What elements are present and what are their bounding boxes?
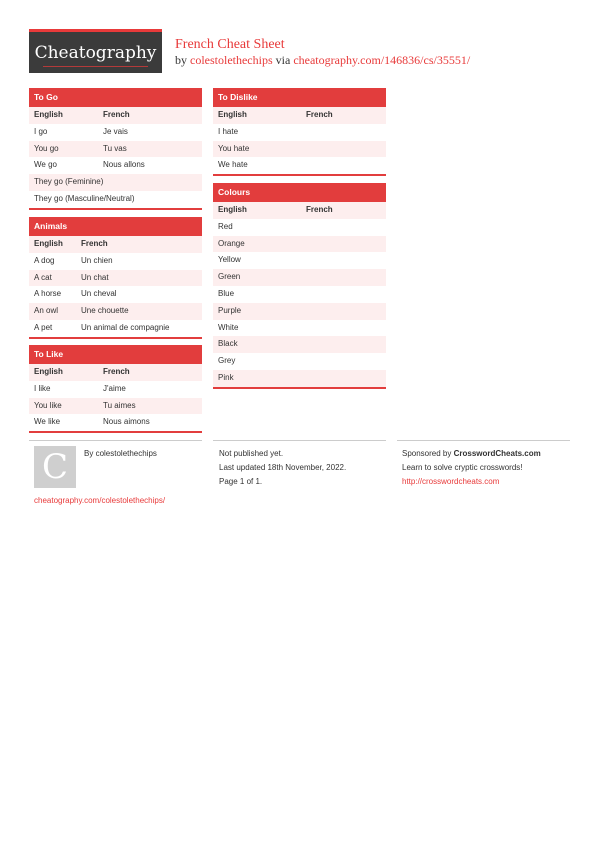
footer-divider-left bbox=[29, 440, 202, 441]
french-cell: J'aime bbox=[103, 383, 126, 393]
table-row bbox=[29, 381, 202, 398]
table-row bbox=[29, 253, 202, 270]
sponsored-prefix: Sponsored by bbox=[402, 449, 454, 458]
profile-url-link[interactable]: cheatography.com/colestolethechips/ bbox=[34, 496, 166, 505]
column-header-english: English bbox=[34, 239, 63, 248]
table-row bbox=[213, 124, 386, 141]
table-row bbox=[29, 398, 202, 415]
table-row bbox=[213, 219, 386, 236]
english-cell: Orange bbox=[218, 238, 245, 248]
english-cell: They go (Masculine/Neutral) bbox=[34, 193, 135, 203]
page-number: Page 1 of 1. bbox=[219, 477, 263, 486]
section-title: To Dislike bbox=[213, 88, 386, 107]
english-cell: A cat bbox=[34, 272, 52, 282]
logo-text: Cheatography bbox=[34, 42, 157, 63]
section-bottom-border bbox=[29, 208, 202, 210]
footer-author-link[interactable]: colestolethechips bbox=[95, 449, 157, 458]
english-cell: I hate bbox=[218, 126, 239, 136]
last-updated: Last updated 18th November, 2022. bbox=[219, 463, 347, 472]
french-cell: Tu vas bbox=[103, 143, 127, 153]
footer-by-prefix: By bbox=[84, 449, 96, 458]
table-header-row bbox=[29, 107, 202, 124]
english-cell: Grey bbox=[218, 356, 236, 366]
table-header-row bbox=[29, 236, 202, 253]
section-title: To Go bbox=[29, 88, 202, 107]
table-header-row bbox=[29, 364, 202, 381]
table-row bbox=[29, 174, 202, 191]
english-cell: Blue bbox=[218, 288, 235, 298]
french-cell: Tu aimes bbox=[103, 400, 136, 410]
table-row bbox=[29, 320, 202, 337]
section-colours bbox=[213, 183, 386, 389]
english-cell: Purple bbox=[218, 305, 242, 315]
table-row bbox=[213, 157, 386, 174]
english-cell: A dog bbox=[34, 255, 55, 265]
page-title: French Cheat Sheet bbox=[175, 37, 285, 52]
cheatography-logo[interactable] bbox=[29, 29, 162, 73]
table-row bbox=[29, 303, 202, 320]
table-row bbox=[29, 286, 202, 303]
section-bottom-border bbox=[213, 387, 386, 389]
english-cell: Pink bbox=[218, 372, 234, 382]
table-row bbox=[213, 286, 386, 303]
table-row bbox=[213, 236, 386, 253]
french-cell: Un cheval bbox=[81, 289, 117, 299]
logo-underline bbox=[43, 66, 148, 67]
column-header-french: French bbox=[103, 110, 130, 119]
french-cell: Un chat bbox=[81, 272, 109, 282]
section-animals bbox=[29, 217, 202, 339]
table-row bbox=[29, 157, 202, 174]
table-row bbox=[29, 124, 202, 141]
sponsor-name-link[interactable]: CrosswordCheats.com bbox=[453, 449, 541, 458]
english-cell: An owl bbox=[34, 306, 59, 316]
french-cell: Un animal de compagnie bbox=[81, 322, 170, 332]
english-cell: I like bbox=[34, 383, 51, 393]
english-cell: A horse bbox=[34, 289, 62, 299]
byline bbox=[175, 53, 470, 68]
column-header-french: French bbox=[103, 367, 130, 376]
column-header-english: English bbox=[218, 110, 247, 119]
english-cell: You go bbox=[34, 143, 59, 153]
french-cell: Un chien bbox=[81, 255, 113, 265]
byline-prefix: by bbox=[175, 53, 190, 67]
sponsor-tagline: Learn to solve cryptic crosswords! bbox=[402, 463, 523, 472]
column-header-english: English bbox=[34, 110, 63, 119]
french-cell: Une chouette bbox=[81, 306, 129, 316]
published-status: Not published yet. bbox=[219, 449, 284, 458]
sheet-url-link[interactable]: cheatography.com/146836/cs/35551/ bbox=[293, 53, 471, 67]
avatar-letter: C bbox=[41, 447, 68, 487]
table-row bbox=[213, 252, 386, 269]
table-row bbox=[29, 414, 202, 431]
table-row bbox=[213, 320, 386, 337]
english-cell: You like bbox=[34, 400, 62, 410]
english-cell: We hate bbox=[218, 160, 248, 170]
french-cell: Je vais bbox=[103, 126, 128, 136]
english-cell: You hate bbox=[218, 143, 250, 153]
english-cell: We go bbox=[34, 160, 57, 170]
table-header-row bbox=[213, 202, 386, 219]
section-bottom-border bbox=[29, 431, 202, 433]
footer-author bbox=[84, 449, 157, 458]
english-cell: White bbox=[218, 322, 239, 332]
french-cell: Nous allons bbox=[103, 160, 145, 170]
section-to-dislike bbox=[213, 88, 386, 176]
section-bottom-border bbox=[29, 337, 202, 339]
table-row bbox=[213, 303, 386, 320]
english-cell: Black bbox=[218, 339, 238, 349]
sponsor-url-link[interactable]: http://crosswordcheats.com bbox=[402, 477, 500, 486]
column-header-english: English bbox=[218, 205, 247, 214]
table-row bbox=[213, 353, 386, 370]
english-cell: Yellow bbox=[218, 255, 241, 265]
section-to-like bbox=[29, 345, 202, 433]
table-row bbox=[29, 191, 202, 208]
table-row bbox=[213, 269, 386, 286]
column-header-english: English bbox=[34, 367, 63, 376]
french-cell: Nous aimons bbox=[103, 417, 150, 427]
section-title: Animals bbox=[29, 217, 202, 236]
column-header-french: French bbox=[81, 239, 108, 248]
author-avatar[interactable] bbox=[34, 446, 76, 488]
byline-via: via bbox=[272, 53, 294, 67]
column-header-french: French bbox=[306, 110, 333, 119]
section-title: To Like bbox=[29, 345, 202, 364]
section-bottom-border bbox=[213, 174, 386, 176]
footer-divider-right bbox=[397, 440, 570, 441]
english-cell: A pet bbox=[34, 322, 53, 332]
english-cell: Red bbox=[218, 221, 233, 231]
table-row bbox=[213, 370, 386, 387]
table-row bbox=[29, 270, 202, 287]
footer-divider-middle bbox=[213, 440, 386, 441]
english-cell: They go (Feminine) bbox=[34, 177, 104, 187]
author-link[interactable]: colestolethechips bbox=[190, 53, 273, 67]
table-row bbox=[213, 141, 386, 158]
english-cell: We like bbox=[34, 417, 61, 427]
section-to-go bbox=[29, 88, 202, 210]
section-title: Colours bbox=[213, 183, 386, 202]
english-cell: I go bbox=[34, 126, 48, 136]
table-row bbox=[213, 336, 386, 353]
table-header-row bbox=[213, 107, 386, 124]
english-cell: Green bbox=[218, 272, 241, 282]
column-header-french: French bbox=[306, 205, 333, 214]
sponsor-line bbox=[402, 449, 541, 458]
table-row bbox=[29, 141, 202, 158]
